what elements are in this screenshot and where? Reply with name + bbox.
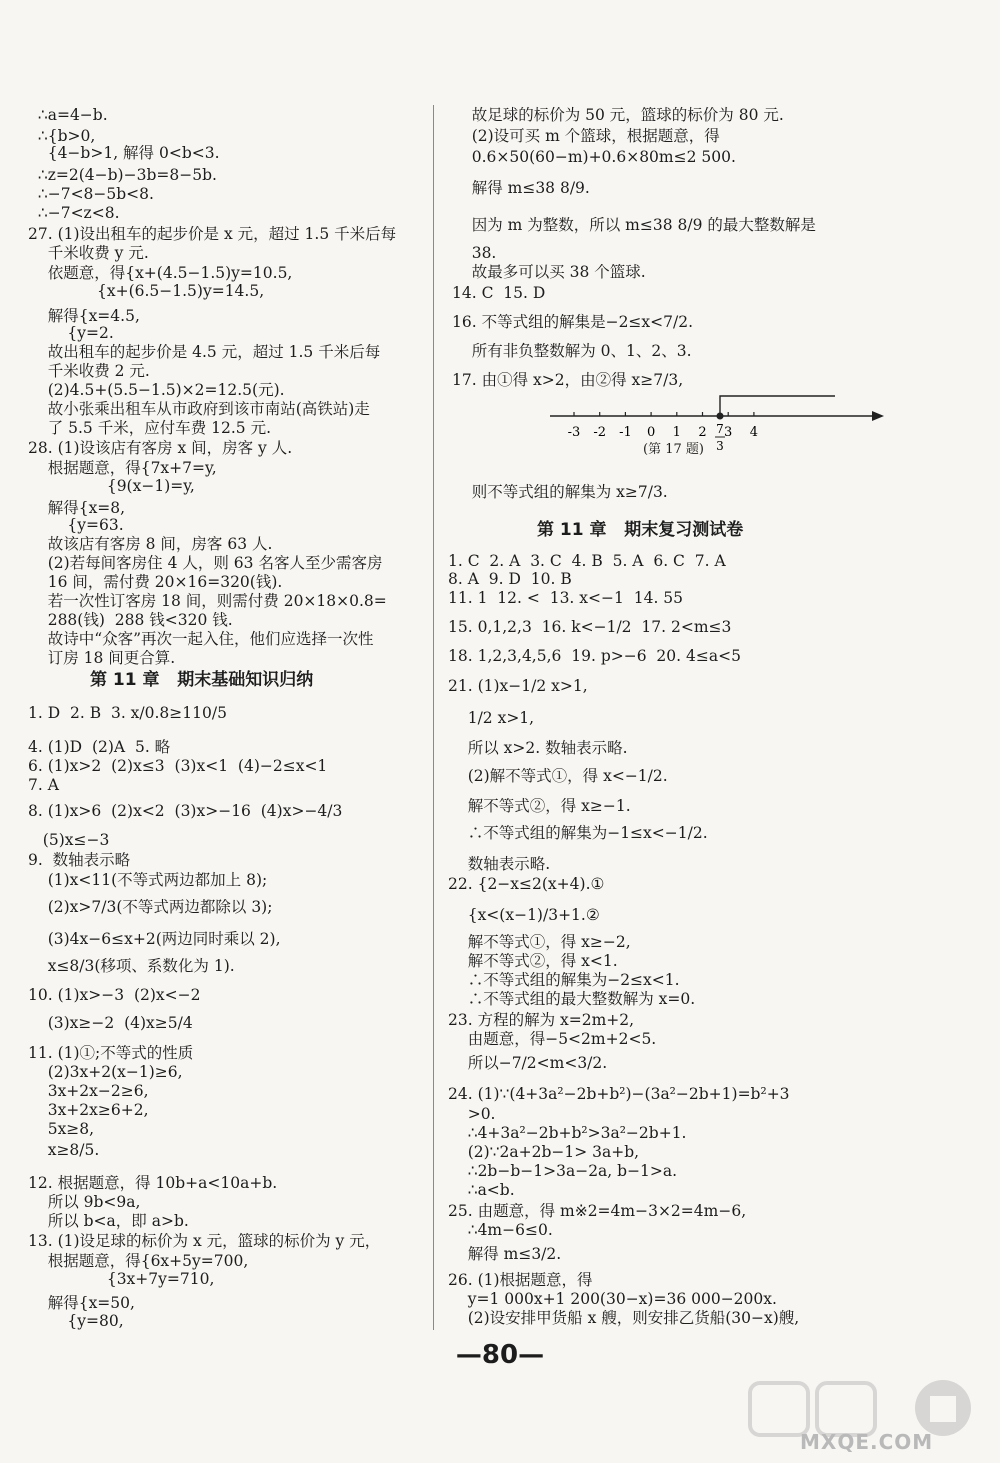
- text-line: 288(钱) 288 钱<320 钱.: [28, 611, 233, 629]
- text-line: 1. C 2. A 3. C 4. B 5. A 6. C 7. A: [448, 552, 726, 570]
- text-line: 所以 b<a，即 a>b.: [28, 1212, 189, 1230]
- text-line: 了 5.5 千米，应付车费 12.5 元.: [28, 419, 272, 437]
- text-line: 根据题意，得{7x+7=y,: [28, 459, 217, 477]
- text-line: 解得 m≤38 8/9.: [452, 179, 590, 197]
- watermark-url: MXQE.COM: [800, 1430, 934, 1454]
- text-line: 15. 0,1,2,3 16. k<−1/2 17. 2<m≤3: [448, 618, 732, 636]
- text-line: 10. (1)x>−3 (2)x<−2: [28, 986, 201, 1004]
- text-line: ∴−7<8−5b<8.: [28, 185, 154, 203]
- text-line: 11. 1 12. < 13. x<−1 14. 55: [448, 589, 684, 607]
- text-line: 1. D 2. B 3. x/0.8≥110/5: [28, 704, 227, 722]
- section-heading: 第 11 章 期末基础知识归纳: [90, 670, 314, 690]
- text-line: (2)设可买 m 个篮球，根据题意，得: [452, 127, 720, 145]
- text-line: 因为 m 为整数，所以 m≤38 8/9 的最大整数解是: [452, 216, 816, 234]
- tick-label: 3: [724, 425, 733, 440]
- tick-label: 4: [749, 425, 759, 440]
- tick-label: -1: [619, 425, 632, 440]
- text-line: 所以 9b<9a,: [28, 1193, 141, 1211]
- text-line: 13. (1)设足球的标价为 x 元，篮球的标价为 y 元，: [28, 1232, 381, 1250]
- text-line: 数轴表示略.: [448, 855, 551, 873]
- text-line: 解得 m≤3/2.: [448, 1245, 562, 1263]
- text-line: ∴不等式组的最大整数解为 x=0.: [448, 990, 696, 1008]
- text-line: 解得{x=4.5,: [28, 307, 140, 325]
- text-line: 解得{x=50,: [28, 1294, 135, 1312]
- text-line: 14. C 15. D: [452, 284, 546, 302]
- text-line: ∴a<b.: [448, 1181, 515, 1199]
- text-line: y=1 000x+1 200(30−x)=36 000−200x.: [448, 1290, 777, 1308]
- text-line: 16. 不等式组的解集是−2≤x<7/2.: [452, 313, 694, 331]
- text-line: x≤8/3(移项、系数化为 1).: [28, 957, 235, 975]
- text-line: (3)4x−6≤x+2(两边同时乘以 2),: [28, 930, 281, 948]
- text-line: 23. 方程的解为 x=2m+2,: [448, 1011, 635, 1029]
- text-line: x≥8/5.: [28, 1141, 100, 1159]
- text-line: {3x+7y=710,: [28, 1270, 215, 1288]
- text-line: (5)x≤−3: [28, 831, 110, 849]
- text-line: 9. 数轴表示略: [28, 851, 131, 869]
- text-line: 11. (1)①;不等式的性质: [28, 1044, 194, 1062]
- text-line: 28. (1)设该店有客房 x 间，房客 y 人.: [28, 439, 293, 457]
- text-line: 千米收费 y 元.: [28, 244, 149, 262]
- text-line: (2)x>7/3(不等式两边都除以 3);: [28, 898, 273, 916]
- number-line-figure: [550, 390, 890, 462]
- text-line: 故诗中“众客”再次一起入住，他们应选择一次性: [28, 630, 374, 648]
- text-line: 24. (1)∵(4+3a²−2b+b²)−(3a²−2b+1)=b²+3: [448, 1085, 790, 1103]
- text-line: (1)x<11(不等式两边都加上 8);: [28, 871, 268, 889]
- text-line: (2)4.5+(5.5−1.5)×2=12.5(元).: [28, 381, 285, 399]
- text-line: 由题意，得−5<2m+2<5.: [448, 1030, 657, 1048]
- text-line: 故最多可以买 38 个篮球.: [452, 263, 646, 281]
- text-line: (2)设安排甲货船 x 艘，则安排乙货船(30−x)艘,: [448, 1309, 800, 1327]
- text-line: >0.: [448, 1105, 496, 1123]
- text-line: 所以−7/2<m<3/2.: [448, 1054, 608, 1072]
- text-line: ∴不等式组的解集为−1≤x<−1/2.: [448, 824, 708, 842]
- column-divider: [433, 105, 434, 1330]
- tick-label: 2: [698, 425, 707, 440]
- text-line: 25. 由题意，得 m※2=4m−3×2=4m−6,: [448, 1202, 747, 1220]
- text-line: 依题意，得{x+(4.5−1.5)y=10.5,: [28, 264, 293, 282]
- text-line: 故该店有客房 8 间，房客 63 人.: [28, 535, 273, 553]
- text-line: 根据题意，得{6x+5y=700,: [28, 1252, 249, 1270]
- marker-label: 7: [716, 422, 724, 436]
- text-line: 7. A: [28, 776, 59, 794]
- text-line: 0.6×50(60−m)+0.6×80m≤2 500.: [452, 148, 736, 166]
- text-line: 5x≥8,: [28, 1120, 95, 1138]
- text-line: 故足球的标价为 50 元，篮球的标价为 80 元.: [452, 106, 784, 124]
- text-line: (2)若每间客房住 4 人，则 63 名客人至少需客房: [28, 554, 383, 572]
- text-line: 26. (1)根据题意，得: [448, 1271, 593, 1289]
- text-line: {y=80,: [28, 1312, 124, 1330]
- text-line: 所有非负整数解为 0、1、2、3.: [452, 342, 692, 360]
- text-line: 解不等式②，得 x≥−1.: [448, 797, 631, 815]
- text-line: ∴4m−6≤0.: [448, 1221, 553, 1239]
- tick-label: 0: [646, 425, 656, 440]
- text-line: 1/2 x>1,: [448, 709, 535, 727]
- text-line: (2)3x+2(x−1)≥6,: [28, 1063, 183, 1081]
- text-line: 所以 x>2. 数轴表示略.: [448, 739, 628, 757]
- text-line: 3x+2x−2≥6,: [28, 1082, 149, 1100]
- text-line: 18. 1,2,3,4,5,6 19. p>−6 20. 4≤a<5: [448, 647, 741, 665]
- text-line: (2)解不等式①，得 x<−1/2.: [448, 767, 668, 785]
- text-line: {x<(x−1)/3+1.②: [448, 906, 600, 924]
- text-line: {9(x−1)=y,: [28, 477, 195, 495]
- solution-ray: [720, 396, 835, 416]
- section-heading: 第 11 章 期末复习测试卷: [537, 520, 744, 540]
- page-number: —80—: [455, 1340, 545, 1370]
- text-line: 12. 根据题意，得 10b+a<10a+b.: [28, 1174, 278, 1192]
- text-line: 则不等式组的解集为 x≥7/3.: [452, 483, 668, 501]
- text-line: 17. 由①得 x>2，由②得 x≥7/3,: [452, 371, 684, 389]
- tick-label: 1: [672, 425, 681, 440]
- text-line: 3x+2x≥6+2,: [28, 1101, 149, 1119]
- text-line: (3)x≥−2 (4)x≥5/4: [28, 1014, 193, 1032]
- text-line: 8. A 9. D 10. B: [448, 570, 572, 588]
- text-line: 千米收费 2 元.: [28, 362, 150, 380]
- text-line: ∴2b−b−1>3a−2a, b−1>a.: [448, 1162, 678, 1180]
- text-line: 4. (1)D (2)A 5. 略: [28, 738, 171, 756]
- marker-label: 3: [716, 439, 724, 453]
- text-line: 解不等式①，得 x≥−2,: [448, 933, 631, 951]
- text-line: {y=63.: [28, 516, 124, 534]
- text-line: 解不等式②，得 x<1.: [448, 952, 618, 970]
- text-line: 38.: [452, 244, 497, 262]
- text-line: 6. (1)x>2 (2)x≤3 (3)x<1 (4)−2≤x<1: [28, 757, 328, 775]
- tick-label: -3: [567, 425, 581, 440]
- text-line: {x+(6.5−1.5)y=14.5,: [28, 282, 265, 300]
- tick-label: -2: [593, 425, 607, 440]
- text-line: ∴{b>0,: [28, 127, 96, 145]
- arrow-icon: [872, 411, 884, 421]
- text-line: 8. (1)x>6 (2)x<2 (3)x>−16 (4)x>−4/3: [28, 802, 343, 820]
- text-line: 27. (1)设出租车的起步价是 x 元，超过 1.5 千米后每: [28, 225, 397, 243]
- text-line: {y=2.: [28, 324, 114, 342]
- text-line: ∴−7<z<8.: [28, 204, 120, 222]
- text-line: (2)∵2a+2b−1> 3a+b,: [448, 1143, 640, 1161]
- text-line: ∴z=2(4−b)−3b=8−5b.: [28, 166, 217, 184]
- text-line: 订房 18 间更合算.: [28, 649, 176, 667]
- text-line: ∴a=4−b.: [28, 106, 108, 124]
- figure-caption: (第 17 题): [643, 442, 704, 457]
- text-line: 故出租车的起步价是 4.5 元，超过 1.5 千米后每: [28, 343, 381, 361]
- text-line: 16 间，需付费 20×16=320(钱).: [28, 573, 283, 591]
- text-line: 解得{x=8,: [28, 499, 126, 517]
- text-line: 21. (1)x−1/2 x>1,: [448, 677, 588, 695]
- text-line: 22. {2−x≤2(x+4).①: [448, 875, 605, 893]
- text-line: 故小张乘出租车从市政府到该市南站(高铁站)走: [28, 400, 370, 418]
- text-line: {4−b>1, 解得 0<b<3.: [28, 144, 220, 162]
- text-line: 若一次性订客房 18 间，则需付费 20×18×0.8=: [28, 592, 387, 610]
- text-line: ∴4+3a²−2b+b²>3a²−2b+1.: [448, 1124, 687, 1142]
- text-line: ∴不等式组的解集为−2≤x<1.: [448, 971, 680, 989]
